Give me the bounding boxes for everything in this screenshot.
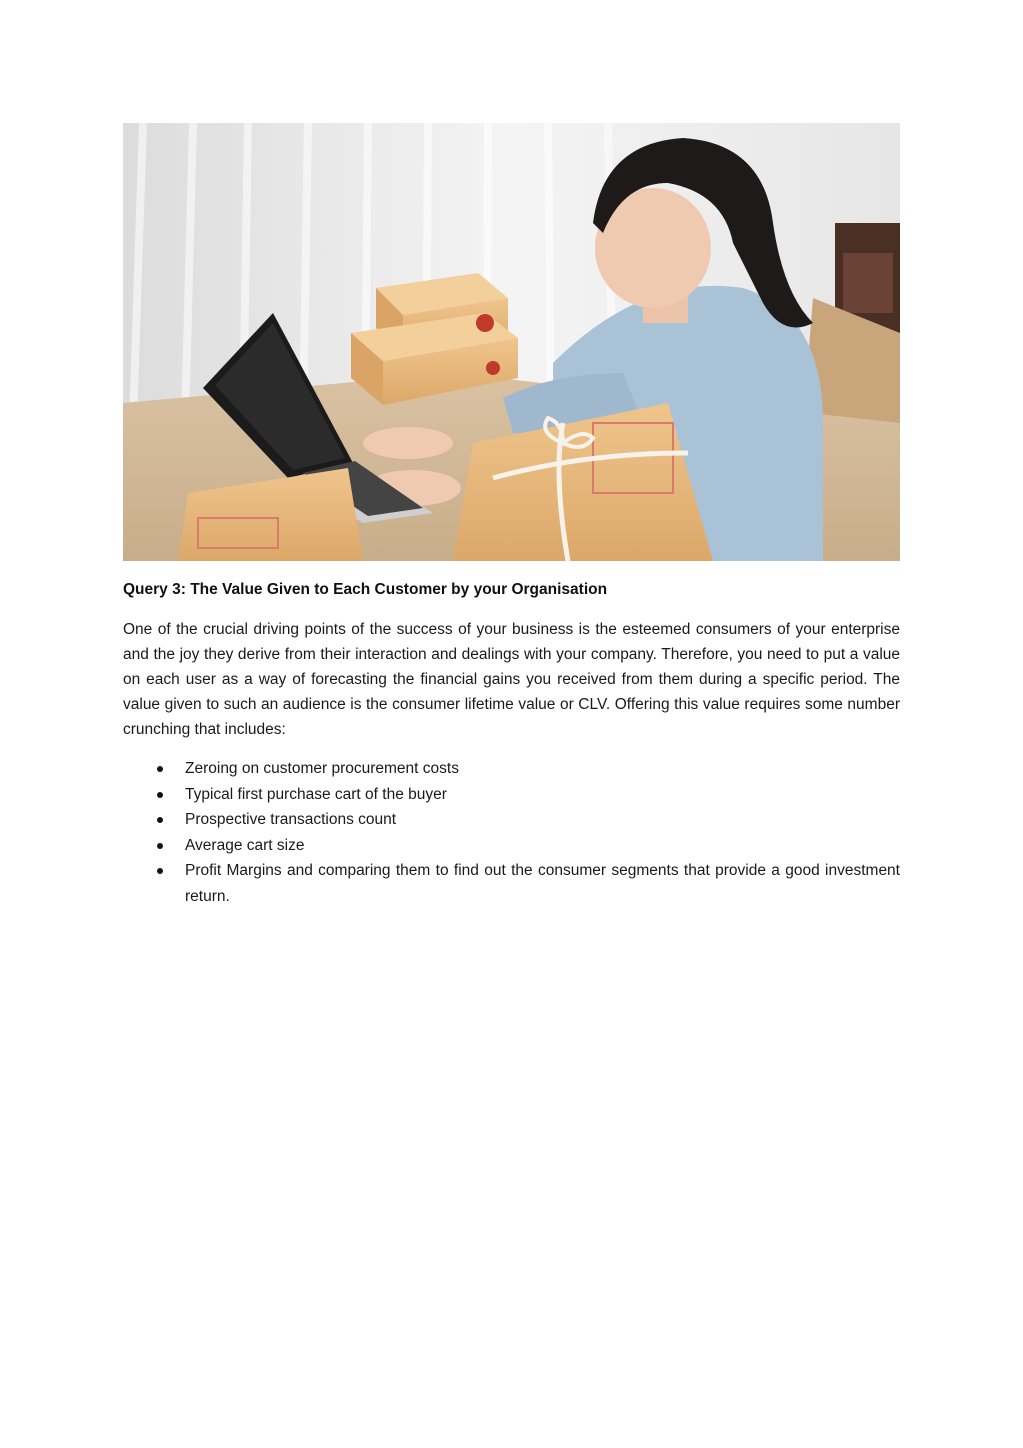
woman-packing-boxes-photo [123,123,900,561]
list-item [123,833,900,859]
list-item-text: Typical first purchase cart of the buyer [185,785,447,803]
bullet-icon [157,868,163,874]
bullet-icon [157,817,163,823]
list-item-text: Profit Margins and comparing them to find out the consumer segments that provide a good investment return. [185,862,900,905]
bullet-icon [157,766,163,772]
section-heading: Query 3: The Value Given to Each Customer by your Organisation [123,581,608,598]
list-item [123,807,900,833]
list-item-text: Prospective transactions count [185,811,397,828]
list-item [123,782,900,808]
document-page [123,123,900,909]
list-item-text: Average cart size [185,836,305,854]
list-item-text: Zeroing on customer procurement costs [185,760,459,777]
bullet-icon [157,843,163,849]
photo-illustration [123,123,900,561]
bullet-list [123,756,900,909]
list-item [123,756,900,782]
body-paragraph: One of the crucial driving points of the success of your business is the esteemed consumers of your enterprise and the joy they derive from their interaction and dealings with your company. Therefore, you need to put a value on each user as a way of forecasting the financial gains you received from them during a specific period. The value given to such an audience is the consumer lifetime value or CLV. Offering this value requires some number crunching that includes: [123,621,900,738]
list-item [123,858,900,909]
bullet-icon [157,792,163,798]
